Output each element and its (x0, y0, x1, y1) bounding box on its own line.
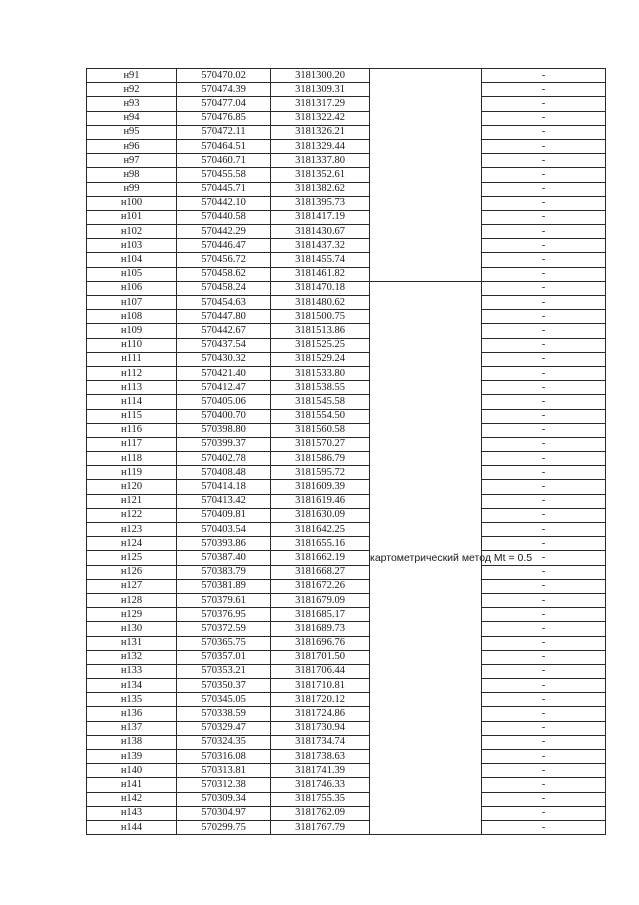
method-label: картометрический метод Mt = 0.5 (370, 551, 533, 564)
point-name-cell: н97 (87, 154, 177, 168)
x-coordinate-cell: 570387.40 (177, 551, 271, 565)
x-coordinate-cell: 570312.38 (177, 778, 271, 792)
x-coordinate-cell: 570476.85 (177, 111, 271, 125)
x-coordinate-cell: 570421.40 (177, 366, 271, 380)
x-coordinate-cell: 570442.29 (177, 225, 271, 239)
y-coordinate-cell: 3181326.21 (271, 125, 370, 139)
point-name-cell: н99 (87, 182, 177, 196)
x-coordinate-cell: 570393.86 (177, 537, 271, 551)
accuracy-cell: - (482, 296, 606, 310)
point-name-cell: н123 (87, 523, 177, 537)
table-row (87, 693, 606, 707)
table-row (87, 537, 606, 551)
y-coordinate-cell: 3181525.25 (271, 338, 370, 352)
accuracy-cell: - (482, 154, 606, 168)
accuracy-cell: - (482, 750, 606, 764)
accuracy-cell: - (482, 636, 606, 650)
accuracy-cell: - (482, 210, 606, 224)
point-name-cell: н111 (87, 352, 177, 366)
table-row (87, 210, 606, 224)
x-coordinate-cell: 570454.63 (177, 296, 271, 310)
table-row (87, 423, 606, 437)
table-row (87, 750, 606, 764)
x-coordinate-cell: 570313.81 (177, 764, 271, 778)
table-row (87, 735, 606, 749)
y-coordinate-cell: 3181642.25 (271, 523, 370, 537)
x-coordinate-cell: 570437.54 (177, 338, 271, 352)
point-name-cell: н105 (87, 267, 177, 281)
accuracy-cell: - (482, 437, 606, 451)
y-coordinate-cell: 3181701.50 (271, 650, 370, 664)
document-page (86, 68, 605, 835)
accuracy-cell: - (482, 466, 606, 480)
point-name-cell: н138 (87, 735, 177, 749)
point-name-cell: н112 (87, 366, 177, 380)
point-name-cell: н130 (87, 622, 177, 636)
accuracy-cell: - (482, 494, 606, 508)
x-coordinate-cell: 570329.47 (177, 721, 271, 735)
y-coordinate-cell: 3181706.44 (271, 664, 370, 678)
x-coordinate-cell: 570413.42 (177, 494, 271, 508)
y-coordinate-cell: 3181500.75 (271, 310, 370, 324)
x-coordinate-cell: 570405.06 (177, 395, 271, 409)
point-name-cell: н109 (87, 324, 177, 338)
x-coordinate-cell: 570357.01 (177, 650, 271, 664)
accuracy-cell: - (482, 423, 606, 437)
y-coordinate-cell: 3181710.81 (271, 679, 370, 693)
point-name-cell: н139 (87, 750, 177, 764)
accuracy-cell: - (482, 409, 606, 423)
point-name-cell: н95 (87, 125, 177, 139)
x-coordinate-cell: 570399.37 (177, 437, 271, 451)
table-row (87, 154, 606, 168)
table-row (87, 97, 606, 111)
table-row (87, 679, 606, 693)
x-coordinate-cell: 570376.95 (177, 608, 271, 622)
accuracy-cell: - (482, 764, 606, 778)
y-coordinate-cell: 3181741.39 (271, 764, 370, 778)
point-name-cell: н106 (87, 281, 177, 295)
accuracy-cell: - (482, 310, 606, 324)
point-name-cell: н110 (87, 338, 177, 352)
y-coordinate-cell: 3181322.42 (271, 111, 370, 125)
point-name-cell: н117 (87, 437, 177, 451)
table-row (87, 480, 606, 494)
point-name-cell: н115 (87, 409, 177, 423)
point-name-cell: н129 (87, 608, 177, 622)
table-row (87, 395, 606, 409)
x-coordinate-cell: 570299.75 (177, 820, 271, 834)
point-name-cell: н113 (87, 381, 177, 395)
x-coordinate-cell: 570365.75 (177, 636, 271, 650)
accuracy-cell: - (482, 707, 606, 721)
point-name-cell: н120 (87, 480, 177, 494)
accuracy-cell: - (482, 735, 606, 749)
y-coordinate-cell: 3181470.18 (271, 281, 370, 295)
point-name-cell: н125 (87, 551, 177, 565)
table-row (87, 267, 606, 281)
accuracy-cell: - (482, 622, 606, 636)
table-row (87, 466, 606, 480)
point-name-cell: н108 (87, 310, 177, 324)
table-row (87, 239, 606, 253)
accuracy-cell: - (482, 537, 606, 551)
accuracy-cell: - (482, 338, 606, 352)
x-coordinate-cell: 570474.39 (177, 83, 271, 97)
x-coordinate-cell: 570304.97 (177, 806, 271, 820)
x-coordinate-cell: 570458.24 (177, 281, 271, 295)
accuracy-cell: - (482, 664, 606, 678)
x-coordinate-cell: 570412.47 (177, 381, 271, 395)
accuracy-cell: - (482, 139, 606, 153)
y-coordinate-cell: 3181309.31 (271, 83, 370, 97)
point-name-cell: н127 (87, 579, 177, 593)
coordinates-table-body (87, 69, 606, 835)
table-row (87, 352, 606, 366)
accuracy-cell: - (482, 281, 606, 295)
table-row (87, 622, 606, 636)
table-row (87, 168, 606, 182)
y-coordinate-cell: 3181317.29 (271, 97, 370, 111)
table-row (87, 664, 606, 678)
y-coordinate-cell: 3181689.73 (271, 622, 370, 636)
table-row (87, 296, 606, 310)
y-coordinate-cell: 3181513.86 (271, 324, 370, 338)
y-coordinate-cell: 3181529.24 (271, 352, 370, 366)
table-row (87, 523, 606, 537)
point-name-cell: н134 (87, 679, 177, 693)
x-coordinate-cell: 570398.80 (177, 423, 271, 437)
accuracy-cell: - (482, 366, 606, 380)
table-row (87, 608, 606, 622)
accuracy-cell: - (482, 679, 606, 693)
y-coordinate-cell: 3181767.79 (271, 820, 370, 834)
point-name-cell: н133 (87, 664, 177, 678)
table-row (87, 139, 606, 153)
x-coordinate-cell: 570372.59 (177, 622, 271, 636)
table-row (87, 253, 606, 267)
accuracy-cell: - (482, 452, 606, 466)
y-coordinate-cell: 3181560.58 (271, 423, 370, 437)
point-name-cell: н94 (87, 111, 177, 125)
accuracy-cell: - (482, 806, 606, 820)
y-coordinate-cell: 3181720.12 (271, 693, 370, 707)
y-coordinate-cell: 3181685.17 (271, 608, 370, 622)
x-coordinate-cell: 570440.58 (177, 210, 271, 224)
y-coordinate-cell: 3181382.62 (271, 182, 370, 196)
accuracy-cell: - (482, 381, 606, 395)
point-name-cell: н107 (87, 296, 177, 310)
accuracy-cell: - (482, 83, 606, 97)
accuracy-cell: - (482, 778, 606, 792)
point-name-cell: н143 (87, 806, 177, 820)
x-coordinate-cell: 570456.72 (177, 253, 271, 267)
x-coordinate-cell: 570403.54 (177, 523, 271, 537)
point-name-cell: н136 (87, 707, 177, 721)
y-coordinate-cell: 3181533.80 (271, 366, 370, 380)
x-coordinate-cell: 570414.18 (177, 480, 271, 494)
point-name-cell: н92 (87, 83, 177, 97)
accuracy-cell: - (482, 239, 606, 253)
y-coordinate-cell: 3181545.58 (271, 395, 370, 409)
accuracy-cell: - (482, 267, 606, 281)
method-cell (370, 281, 533, 834)
table-row (87, 820, 606, 834)
accuracy-cell: - (482, 508, 606, 522)
x-coordinate-cell: 570455.58 (177, 168, 271, 182)
x-coordinate-cell: 570324.35 (177, 735, 271, 749)
accuracy-cell: - (482, 395, 606, 409)
table-row (87, 636, 606, 650)
accuracy-cell: - (482, 792, 606, 806)
table-row (87, 437, 606, 451)
accuracy-cell: - (482, 523, 606, 537)
accuracy-cell: - (482, 608, 606, 622)
y-coordinate-cell: 3181755.35 (271, 792, 370, 806)
point-name-cell: н122 (87, 508, 177, 522)
accuracy-cell: - (482, 111, 606, 125)
x-coordinate-cell: 570309.34 (177, 792, 271, 806)
y-coordinate-cell: 3181417.19 (271, 210, 370, 224)
table-row (87, 324, 606, 338)
point-name-cell: н98 (87, 168, 177, 182)
y-coordinate-cell: 3181455.74 (271, 253, 370, 267)
y-coordinate-cell: 3181395.73 (271, 196, 370, 210)
y-coordinate-cell: 3181662.19 (271, 551, 370, 565)
point-name-cell: н103 (87, 239, 177, 253)
x-coordinate-cell: 570446.47 (177, 239, 271, 253)
table-row (87, 409, 606, 423)
y-coordinate-cell: 3181430.67 (271, 225, 370, 239)
table-row (87, 508, 606, 522)
accuracy-cell: - (482, 324, 606, 338)
x-coordinate-cell: 570316.08 (177, 750, 271, 764)
table-row (87, 366, 606, 380)
x-coordinate-cell: 570353.21 (177, 664, 271, 678)
table-row (87, 707, 606, 721)
y-coordinate-cell: 3181329.44 (271, 139, 370, 153)
y-coordinate-cell: 3181595.72 (271, 466, 370, 480)
y-coordinate-cell: 3181554.50 (271, 409, 370, 423)
point-name-cell: н144 (87, 820, 177, 834)
y-coordinate-cell: 3181480.62 (271, 296, 370, 310)
point-name-cell: н128 (87, 593, 177, 607)
accuracy-cell: - (482, 551, 606, 565)
point-name-cell: н93 (87, 97, 177, 111)
table-row (87, 83, 606, 97)
table-row (87, 225, 606, 239)
x-coordinate-cell: 570402.78 (177, 452, 271, 466)
table-row (87, 196, 606, 210)
table-row (87, 494, 606, 508)
accuracy-cell: - (482, 480, 606, 494)
point-name-cell: н137 (87, 721, 177, 735)
y-coordinate-cell: 3181538.55 (271, 381, 370, 395)
y-coordinate-cell: 3181738.63 (271, 750, 370, 764)
accuracy-cell: - (482, 593, 606, 607)
x-coordinate-cell: 570442.10 (177, 196, 271, 210)
accuracy-cell: - (482, 196, 606, 210)
x-coordinate-cell: 570379.61 (177, 593, 271, 607)
point-name-cell: н126 (87, 565, 177, 579)
point-name-cell: н135 (87, 693, 177, 707)
point-name-cell: н104 (87, 253, 177, 267)
x-coordinate-cell: 570464.51 (177, 139, 271, 153)
coordinates-table (86, 68, 606, 835)
table-row (87, 281, 606, 295)
x-coordinate-cell: 570345.05 (177, 693, 271, 707)
point-name-cell: н142 (87, 792, 177, 806)
table-row (87, 338, 606, 352)
y-coordinate-cell: 3181461.82 (271, 267, 370, 281)
y-coordinate-cell: 3181619.46 (271, 494, 370, 508)
accuracy-cell: - (482, 253, 606, 267)
table-row (87, 182, 606, 196)
y-coordinate-cell: 3181352.61 (271, 168, 370, 182)
accuracy-cell: - (482, 579, 606, 593)
accuracy-cell: - (482, 820, 606, 834)
accuracy-cell: - (482, 69, 606, 83)
table-row (87, 764, 606, 778)
y-coordinate-cell: 3181672.26 (271, 579, 370, 593)
table-row (87, 721, 606, 735)
point-name-cell: н121 (87, 494, 177, 508)
x-coordinate-cell: 570445.71 (177, 182, 271, 196)
y-coordinate-cell: 3181609.39 (271, 480, 370, 494)
table-row (87, 111, 606, 125)
accuracy-cell: - (482, 352, 606, 366)
y-coordinate-cell: 3181668.27 (271, 565, 370, 579)
accuracy-cell: - (482, 693, 606, 707)
point-name-cell: н141 (87, 778, 177, 792)
x-coordinate-cell: 570408.48 (177, 466, 271, 480)
y-coordinate-cell: 3181300.20 (271, 69, 370, 83)
accuracy-cell: - (482, 225, 606, 239)
table-row (87, 778, 606, 792)
table-row (87, 125, 606, 139)
y-coordinate-cell: 3181679.09 (271, 593, 370, 607)
x-coordinate-cell: 570338.59 (177, 707, 271, 721)
table-row (87, 381, 606, 395)
y-coordinate-cell: 3181734.74 (271, 735, 370, 749)
y-coordinate-cell: 3181437.32 (271, 239, 370, 253)
y-coordinate-cell: 3181730.94 (271, 721, 370, 735)
x-coordinate-cell: 570442.67 (177, 324, 271, 338)
accuracy-cell: - (482, 565, 606, 579)
point-name-cell: н118 (87, 452, 177, 466)
x-coordinate-cell: 570381.89 (177, 579, 271, 593)
x-coordinate-cell: 570472.11 (177, 125, 271, 139)
accuracy-cell: - (482, 168, 606, 182)
x-coordinate-cell: 570350.37 (177, 679, 271, 693)
y-coordinate-cell: 3181696.76 (271, 636, 370, 650)
point-name-cell: н119 (87, 466, 177, 480)
x-coordinate-cell: 570460.71 (177, 154, 271, 168)
point-name-cell: н96 (87, 139, 177, 153)
accuracy-cell: - (482, 650, 606, 664)
x-coordinate-cell: 570430.32 (177, 352, 271, 366)
table-row (87, 69, 606, 83)
point-name-cell: н102 (87, 225, 177, 239)
table-row (87, 565, 606, 579)
y-coordinate-cell: 3181724.86 (271, 707, 370, 721)
table-row (87, 593, 606, 607)
point-name-cell: н124 (87, 537, 177, 551)
accuracy-cell: - (482, 97, 606, 111)
y-coordinate-cell: 3181570.27 (271, 437, 370, 451)
accuracy-cell: - (482, 125, 606, 139)
point-name-cell: н131 (87, 636, 177, 650)
x-coordinate-cell: 570383.79 (177, 565, 271, 579)
accuracy-cell: - (482, 721, 606, 735)
x-coordinate-cell: 570477.04 (177, 97, 271, 111)
table-row (87, 650, 606, 664)
point-name-cell: н101 (87, 210, 177, 224)
accuracy-cell: - (482, 182, 606, 196)
point-name-cell: н91 (87, 69, 177, 83)
y-coordinate-cell: 3181746.33 (271, 778, 370, 792)
point-name-cell: н100 (87, 196, 177, 210)
table-row (87, 452, 606, 466)
y-coordinate-cell: 3181630.09 (271, 508, 370, 522)
x-coordinate-cell: 570409.81 (177, 508, 271, 522)
point-name-cell: н114 (87, 395, 177, 409)
x-coordinate-cell: 570400.70 (177, 409, 271, 423)
table-row (87, 310, 606, 324)
x-coordinate-cell: 570458.62 (177, 267, 271, 281)
x-coordinate-cell: 570447.80 (177, 310, 271, 324)
table-row (87, 579, 606, 593)
y-coordinate-cell: 3181337.80 (271, 154, 370, 168)
point-name-cell: н116 (87, 423, 177, 437)
y-coordinate-cell: 3181655.16 (271, 537, 370, 551)
point-name-cell: н140 (87, 764, 177, 778)
table-row (87, 792, 606, 806)
point-name-cell: н132 (87, 650, 177, 664)
method-cell-empty (370, 69, 482, 282)
y-coordinate-cell: 3181762.09 (271, 806, 370, 820)
table-row (87, 806, 606, 820)
x-coordinate-cell: 570470.02 (177, 69, 271, 83)
y-coordinate-cell: 3181586.79 (271, 452, 370, 466)
